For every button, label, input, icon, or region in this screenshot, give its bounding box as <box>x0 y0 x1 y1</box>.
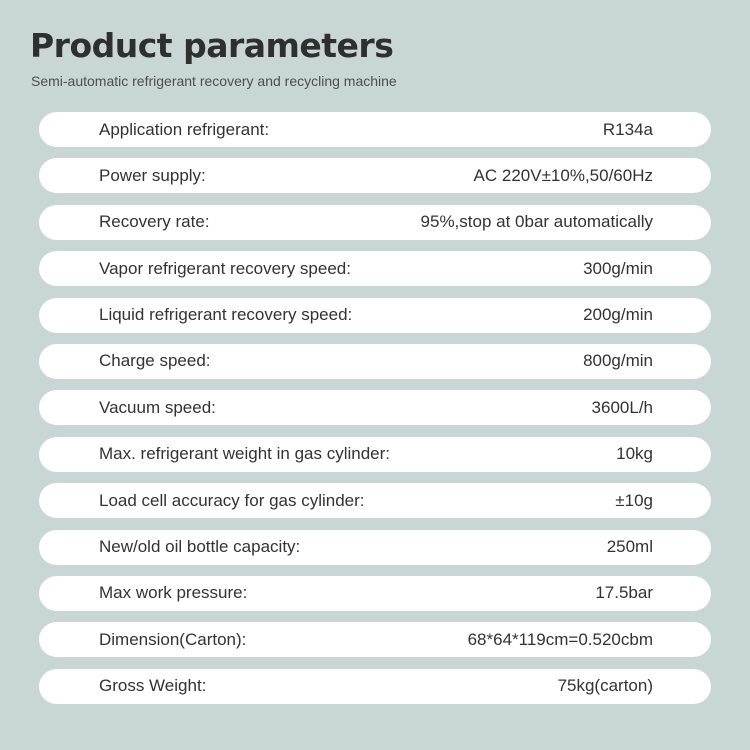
parameter-label: Recovery rate: <box>99 212 210 232</box>
parameter-value: 200g/min <box>583 305 653 325</box>
parameter-value: R134a <box>602 119 653 139</box>
parameter-label: Max. refrigerant weight in gas cylinder: <box>99 444 391 464</box>
parameter-row-dimension <box>39 622 711 657</box>
parameter-label: Dimension(Carton): <box>99 629 247 649</box>
parameter-value: 75kg(carton) <box>557 676 653 696</box>
parameter-value: 250ml <box>606 537 653 557</box>
parameter-row-power-supply <box>39 158 711 193</box>
parameter-row-max-refrigerant-weight <box>39 437 711 472</box>
parameter-value: 800g/min <box>583 351 653 371</box>
parameter-row-vacuum-speed <box>39 390 711 425</box>
parameter-label: Load cell accuracy for gas cylinder: <box>99 490 365 510</box>
parameter-row-load-cell-accuracy <box>39 483 711 518</box>
parameter-row-charge-speed <box>39 344 711 379</box>
parameter-row-liquid-recovery-speed <box>39 298 711 333</box>
parameter-label: Liquid refrigerant recovery speed: <box>99 305 353 325</box>
parameter-row-vapor-recovery-speed <box>39 251 711 286</box>
parameter-label: Power supply: <box>99 165 206 185</box>
parameter-row-oil-bottle-capacity <box>39 530 711 565</box>
parameter-value: 3600L/h <box>591 397 653 417</box>
parameter-label: Max work pressure: <box>99 583 248 603</box>
parameter-row-gross-weight <box>39 669 711 704</box>
parameter-label: Vacuum speed: <box>99 397 216 417</box>
parameter-row-application-refrigerant <box>39 112 711 147</box>
parameter-value: 17.5bar <box>595 583 653 603</box>
parameter-value: 95%,stop at 0bar automatically <box>420 212 653 232</box>
parameter-label: New/old oil bottle capacity: <box>99 537 301 557</box>
page-title: Product parameters <box>30 26 394 65</box>
page-subtitle: Semi-automatic refrigerant recovery and recycling machine <box>31 73 397 89</box>
parameter-label: Application refrigerant: <box>99 119 270 139</box>
parameter-row-max-work-pressure <box>39 576 711 611</box>
parameter-value: 300g/min <box>583 258 653 278</box>
parameter-row-recovery-rate <box>39 205 711 240</box>
parameter-label: Gross Weight: <box>99 676 207 696</box>
parameter-value: AC 220V±10%,50/60Hz <box>473 165 653 185</box>
parameter-value: 68*64*119cm=0.520cbm <box>467 629 653 649</box>
parameter-value: 10kg <box>616 444 653 464</box>
parameter-value: ±10g <box>615 490 653 510</box>
parameter-label: Vapor refrigerant recovery speed: <box>99 258 351 278</box>
parameter-label: Charge speed: <box>99 351 211 371</box>
parameter-list <box>39 112 711 715</box>
